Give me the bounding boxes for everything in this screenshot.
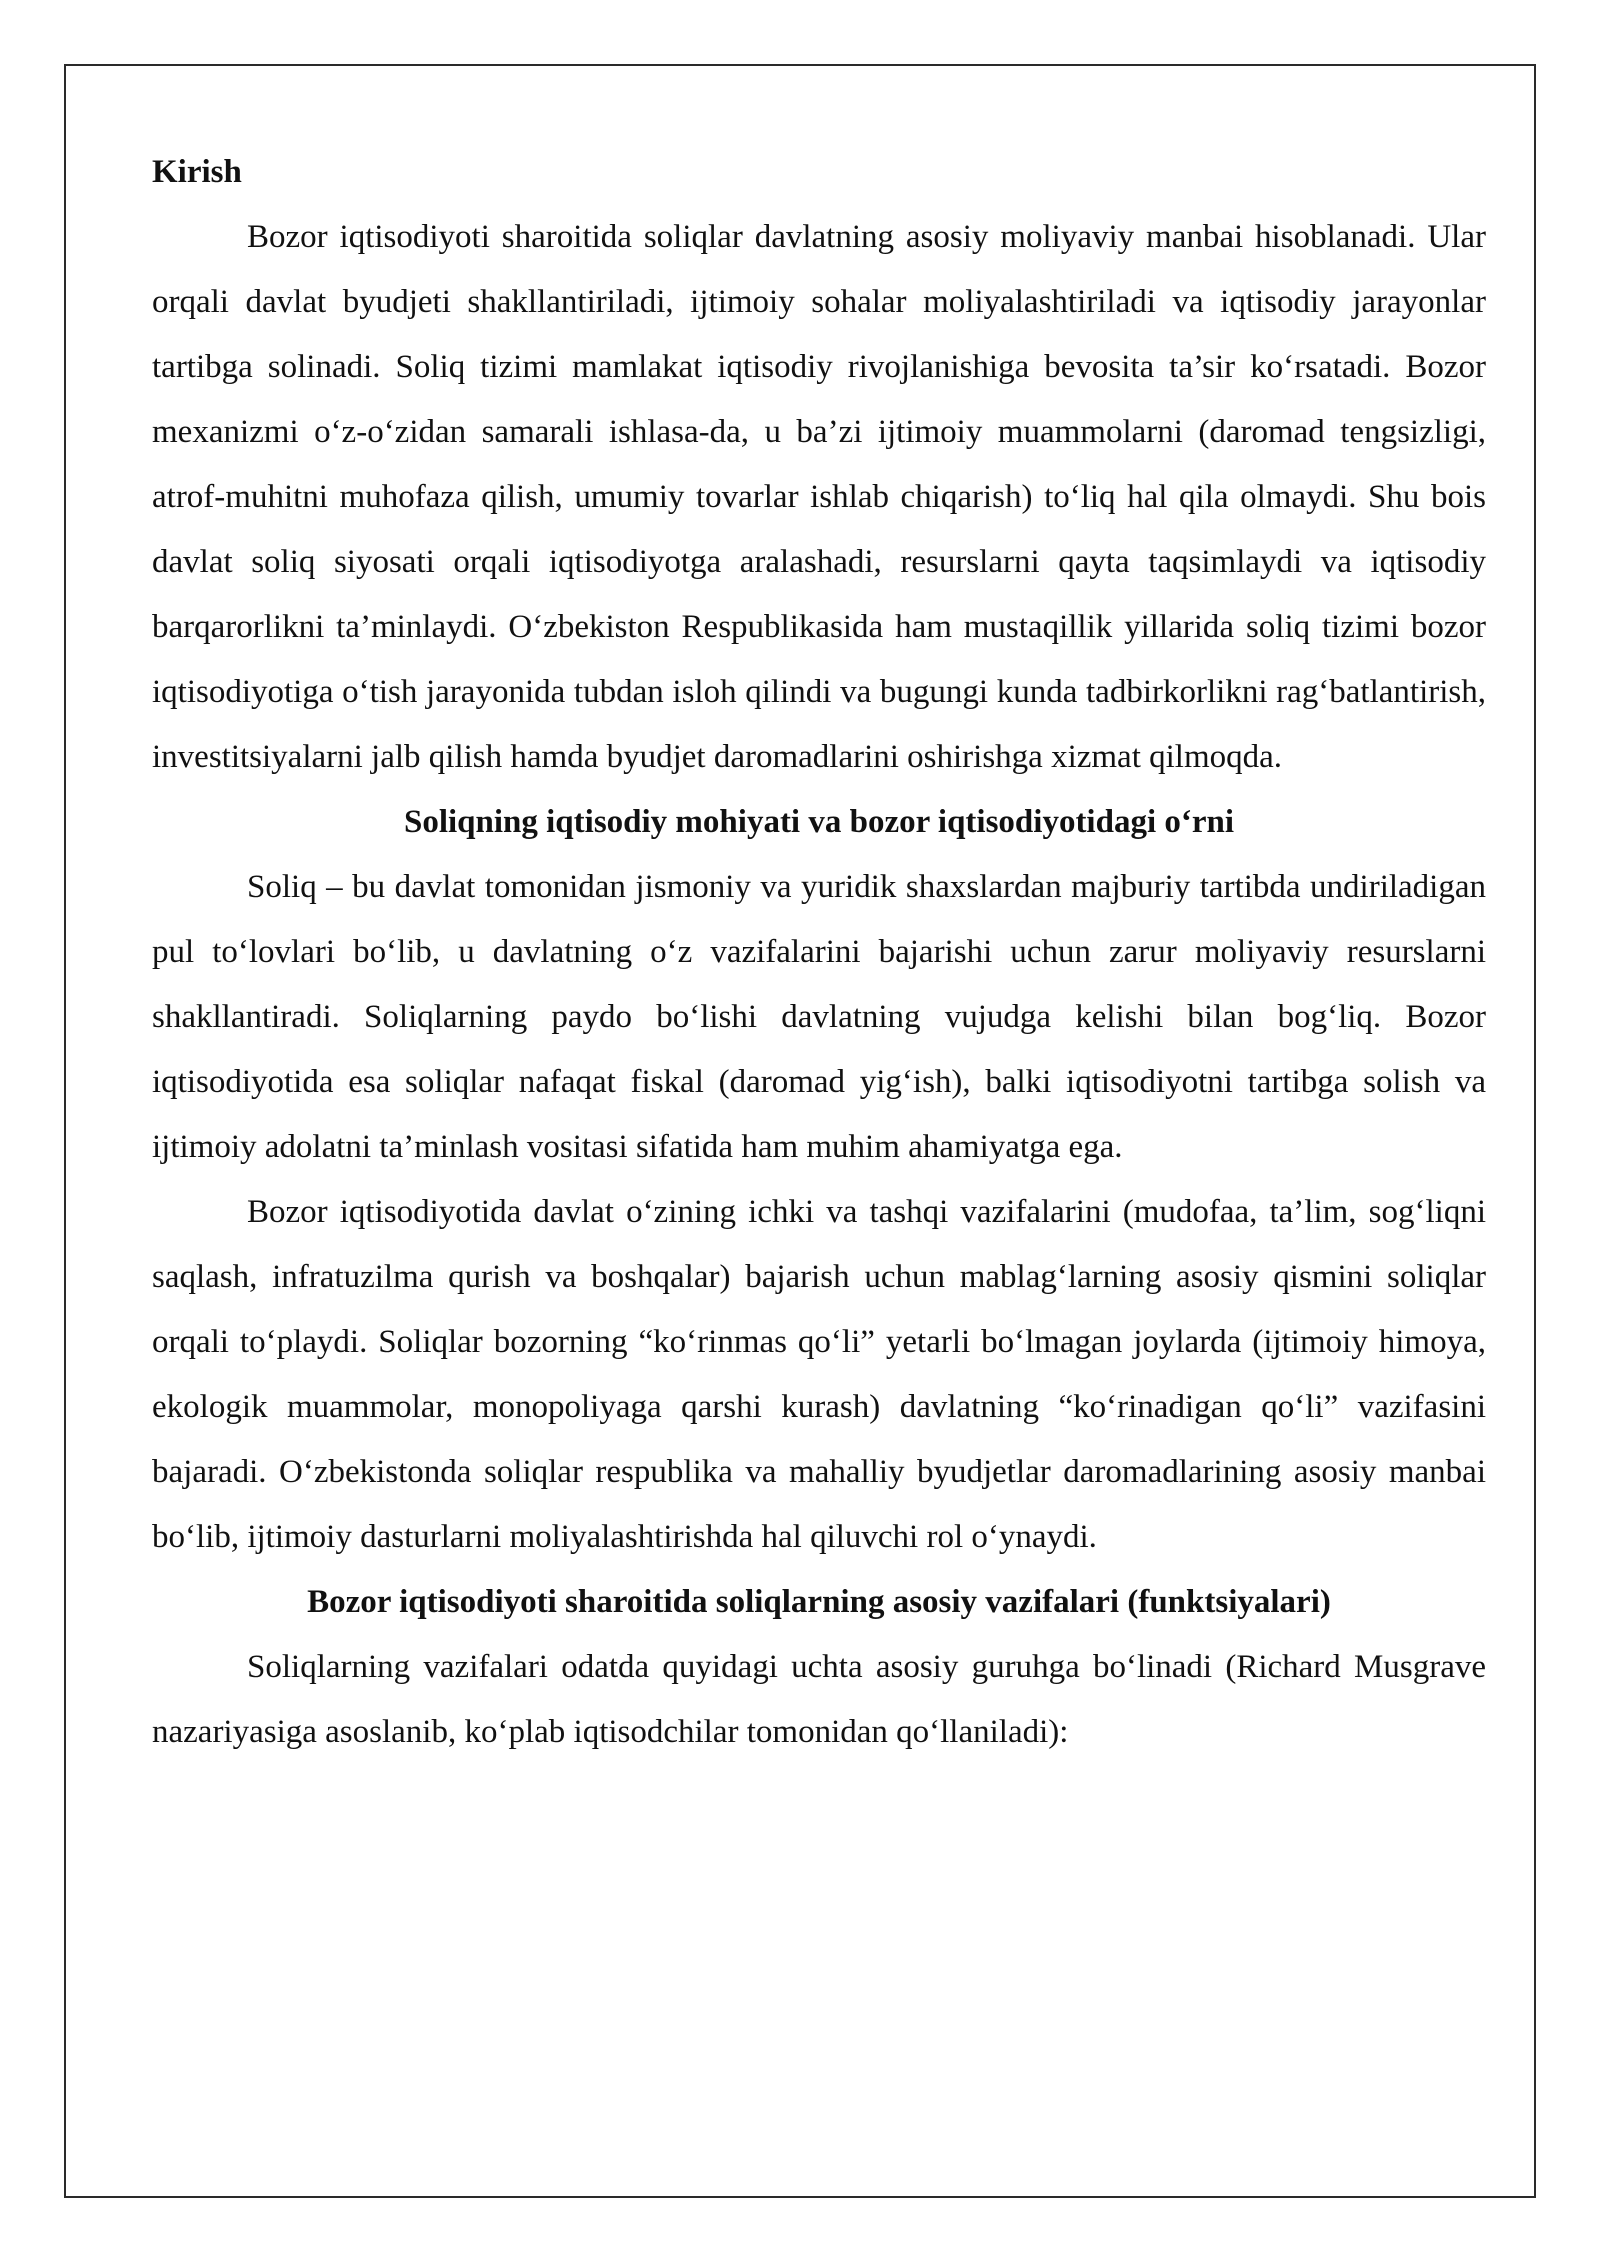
section-heading-kirish: Kirish: [152, 154, 242, 190]
paragraph-tax-definition: Soliq – bu davlat tomonidan jismoniy va yuridik shaxslardan majburiy tartibda undiriladigan pul to‘lovlari bo‘lib, u davlatning o‘z vazifalarini bajarishi uchun zarur moliyaviy resurslarni shakllantiradi. Soliqlarning paydo bo‘lishi davlatning vujudga kelishi bilan bog‘liq. Bozor iqtisodiyotida esa soliqlar nafaqat fiskal (daromad yig‘ish), balki iqtisodiyotni tartibga solish va ijtimoiy adolatni ta’minlash vositasi sifatida ham muhim ahamiyatga ega.: [152, 869, 1486, 1165]
section-heading-tax-essence: Soliqning iqtisodiy mohiyati va bozor iqtisodiyotidagi o‘rni: [403, 804, 1235, 840]
paragraph-tax-functions-intro: Soliqlarning vazifalari odatda quyidagi uchta asosiy guruhga bo‘linadi (Richard Musgrave nazariyasiga asoslanib, ko‘plab iqtisodchilar tomonidan qo‘llaniladi):: [152, 1649, 1486, 1750]
document-body: [152, 140, 1486, 1765]
section-heading-tax-functions: Bozor iqtisodiyoti sharoitida soliqlarning asosiy vazifalari (funktsiyalari): [307, 1584, 1331, 1620]
paragraph-tax-role: Bozor iqtisodiyotida davlat o‘zining ichki va tashqi vazifalarini (mudofaa, ta’lim, sog‘liqni saqlash, infratuzilma qurish va boshqalar) bajarish uchun mablag‘larning asosiy qismini soliqlar orqali to‘playdi. Soliqlar bozorning “ko‘rinmas qo‘li” yetarli bo‘lmagan joylarda (ijtimoiy himoya, ekologik muammolar, monopoliyaga qarshi kurash) davlatning “ko‘rinadigan qo‘li” vazifasini bajaradi. O‘zbekistonda soliqlar respublika va mahalliy byudjetlar daromadlarining asosiy manbai bo‘lib, ijtimoiy dasturlarni moliyalashtirishda hal qiluvchi rol o‘ynaydi.: [152, 1194, 1486, 1555]
paragraph-introduction: Bozor iqtisodiyoti sharoitida soliqlar davlatning asosiy moliyaviy manbai hisoblanadi. Ular orqali davlat byudjeti shakllantiriladi, ijtimoiy sohalar moliyalashtiriladi va iqtisodiy jarayonlar tartibga solinadi. Soliq tizimi mamlakat iqtisodiy rivojlanishiga bevosita ta’sir ko‘rsatadi. Bozor mexanizmi o‘z-o‘zidan samarali ishlasa-da, u ba’zi ijtimoiy muammolarni (daromad tengsizligi, atrof-muhitni muhofaza qilish, umumiy tovarlar ishlab chiqarish) to‘liq hal qila olmaydi. Shu bois davlat soliq siyosati orqali iqtisodiyotga aralashadi, resurslarni qayta taqsimlaydi va iqtisodiy barqarorlikni ta’minlaydi. O‘zbekiston Respublikasida ham mustaqillik yillarida soliq tizimi bozor iqtisodiyotiga o‘tish jarayonida tubdan isloh qilindi va bugungi kunda tadbirkorlikni rag‘batlantirish, investitsiyalarni jalb qilish hamda byudjet daromadlarini oshirishga xizmat qilmoqda.: [152, 219, 1486, 775]
